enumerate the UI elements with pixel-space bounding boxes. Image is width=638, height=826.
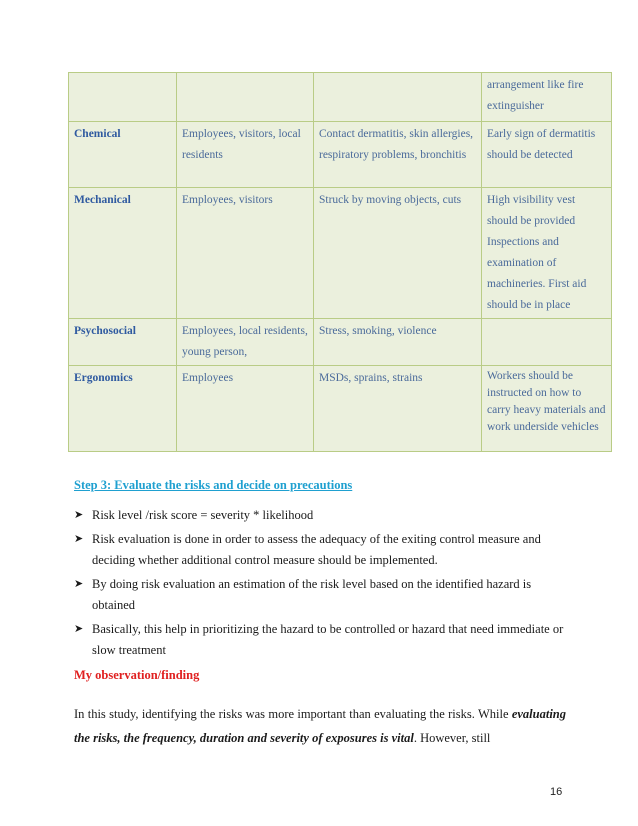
- who-affected-cell: Employees, visitors: [177, 188, 314, 319]
- harm-cell: Stress, smoking, violence: [314, 319, 482, 366]
- control-measure-cell: High visibility vest should be provided Inspections and examination of machineries. First aid should be in place: [482, 188, 612, 319]
- control-measure-cell: Workers should be instructed on how to carry heavy materials and work underside vehicles: [482, 366, 612, 452]
- table-row: [69, 366, 612, 452]
- table-row: [69, 319, 612, 366]
- arrow-bullet-icon: ➤: [74, 578, 84, 590]
- list-item-text: By doing risk evaluation an estimation of the risk level based on the identified hazard is obtained: [92, 577, 532, 612]
- hazard-category-cell: Chemical: [69, 122, 177, 188]
- control-measure-cell: arrangement like fire extinguisher: [482, 73, 612, 122]
- arrow-bullet-icon: ➤: [74, 623, 84, 635]
- who-affected-cell: Employees, visitors, local residents: [177, 122, 314, 188]
- who-affected-cell: [177, 73, 314, 122]
- list-item: [74, 529, 574, 571]
- control-measure-cell: [482, 319, 612, 366]
- table-row: [69, 188, 612, 319]
- harm-cell: MSDs, sprains, strains: [314, 366, 482, 452]
- paragraph-text: . However, still: [413, 731, 491, 745]
- risk-assessment-table: [68, 72, 612, 452]
- who-affected-cell: Employees, local residents, young person,: [177, 319, 314, 366]
- step-heading: Step 3: Evaluate the risks and decide on precautions: [74, 478, 353, 492]
- list-item: [74, 505, 574, 526]
- hazard-category-cell: [69, 73, 177, 122]
- hazard-category-cell: Ergonomics: [69, 366, 177, 452]
- hazard-category-cell: Mechanical: [69, 188, 177, 319]
- table-row: [69, 122, 612, 188]
- page-number: 16: [550, 786, 563, 798]
- table-row: [69, 73, 612, 122]
- list-item-text: Risk evaluation is done in order to assess the adequacy of the exiting control measure and deciding whether additional control measure should be implemented.: [92, 532, 541, 567]
- harm-cell: Struck by moving objects, cuts: [314, 188, 482, 319]
- arrow-bullet-icon: ➤: [74, 509, 84, 521]
- who-affected-cell: Employees: [177, 366, 314, 452]
- list-item-text: Basically, this help in prioritizing the hazard to be controlled or hazard that need immediate or slow treatment: [92, 622, 564, 657]
- body-paragraph: [74, 702, 566, 750]
- list-item: [74, 619, 574, 661]
- bullet-list: [74, 505, 574, 664]
- control-measure-cell: Early sign of dermatitis should be detected: [482, 122, 612, 188]
- list-item-text: Risk level /risk score = severity * likelihood: [92, 508, 314, 522]
- hazard-category-cell: Psychosocial: [69, 319, 177, 366]
- paragraph-text: In this study, identifying the risks was more important than evaluating the risks. While: [74, 707, 512, 721]
- arrow-bullet-icon: ➤: [74, 533, 84, 545]
- harm-cell: Contact dermatitis, skin allergies, respiratory problems, bronchitis: [314, 122, 482, 188]
- list-item: [74, 574, 574, 616]
- harm-cell: [314, 73, 482, 122]
- paragraph-emphasis: evaluating the risks, the frequency, duration and severity of exposures is vital: [74, 707, 566, 745]
- finding-heading: My observation/finding: [74, 668, 200, 682]
